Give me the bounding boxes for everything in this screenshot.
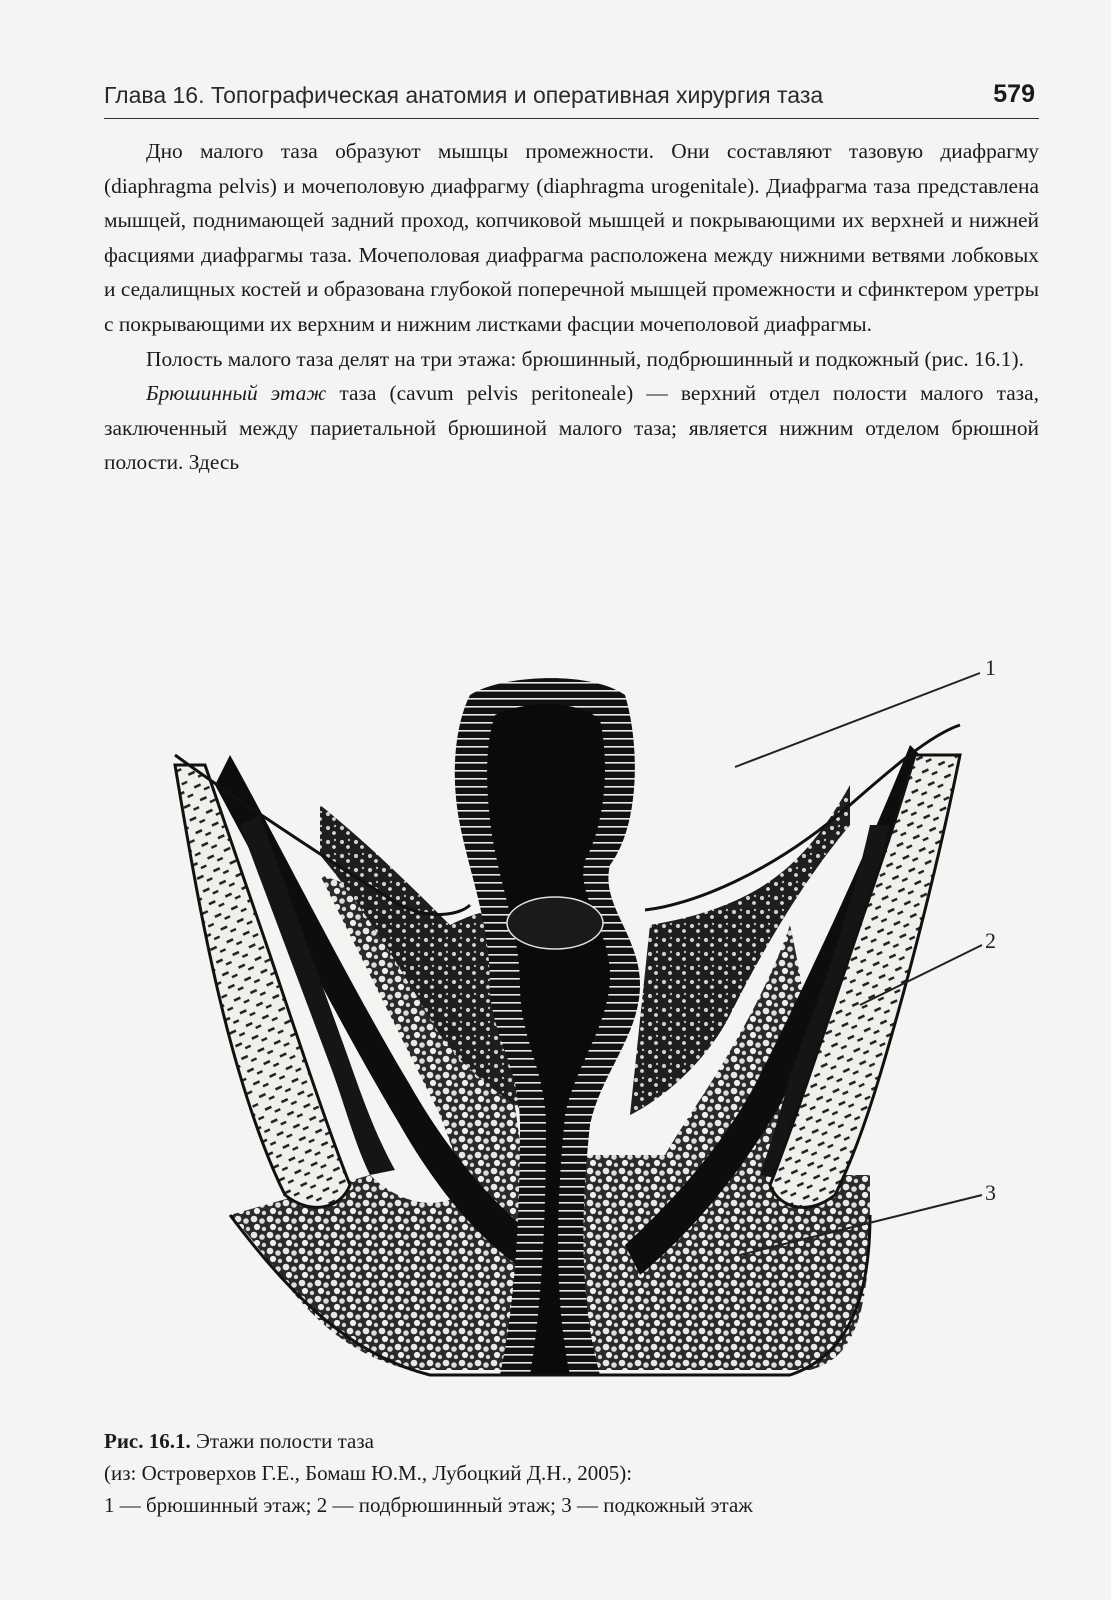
paragraph-peritoneal-floor: [104, 376, 1039, 480]
figure-label-3: 3: [985, 1180, 996, 1205]
term-peritoneal-floor: Брюшинный этаж: [146, 381, 327, 406]
caption-ref: Рис. 16.1.: [104, 1429, 191, 1453]
caption-title-line: [104, 1425, 1039, 1457]
figure-caption: [104, 1425, 1039, 1521]
paragraph-pelvic-floor: Дно малого таза образуют мышцы промежности. Они составляют тазовую диафрагму (diaphragma pelvis) и мочеполовую диафрагму (diaphragma urogenitale). Диафрагма таза представлена мышцей, поднимающей задний проход, копчиковой мышцей и покрывающими их верхней и нижней фасциями диафрагмы таза. Мочеполовая диафрагма расположена между нижними ветвями лобковых и седалищных костей и образована глубокой поперечной мышцей промежности и сфинктером уретры с покрывающими их верхним и нижним листками фасции мочеполовой диафрагмы.: [104, 139, 1039, 336]
page-number: 579: [993, 80, 1035, 108]
body-text: [104, 134, 1039, 480]
figure-pelvic-floors: [170, 655, 1030, 1415]
rectum-fold: [507, 897, 603, 949]
pelvis-illustration: [170, 655, 1030, 1415]
leader-line-1: [735, 673, 980, 767]
chapter-title: Глава 16. Топографическая анатомия и оперативная хирургия таза: [104, 82, 824, 108]
figure-label-1: 1: [985, 655, 996, 680]
caption-legend: 1 — брюшинный этаж; 2 — подбрюшинный этаж; 3 — подкожный этаж: [104, 1493, 753, 1517]
paragraph-pelvic-floors: Полость малого таза делят на три этажа: брюшинный, подбрюшинный и подкожный (рис. 16.1).: [146, 346, 1024, 371]
figure-label-2: 2: [985, 928, 996, 953]
caption-title: Этажи полости таза: [190, 1429, 374, 1453]
caption-source: (из: Островерхов Г.Е., Бомаш Ю.М., Лубоцкий Д.Н., 2005):: [104, 1461, 633, 1485]
page-header: [104, 78, 1039, 119]
peritoneal-floor-text: таза (cavum pelvis peritoneale) — верхний отдел полости малого таза, заключенный между париетальной брюшиной малого таза; является нижним отделом брюшной полости. Здесь: [104, 381, 1039, 475]
